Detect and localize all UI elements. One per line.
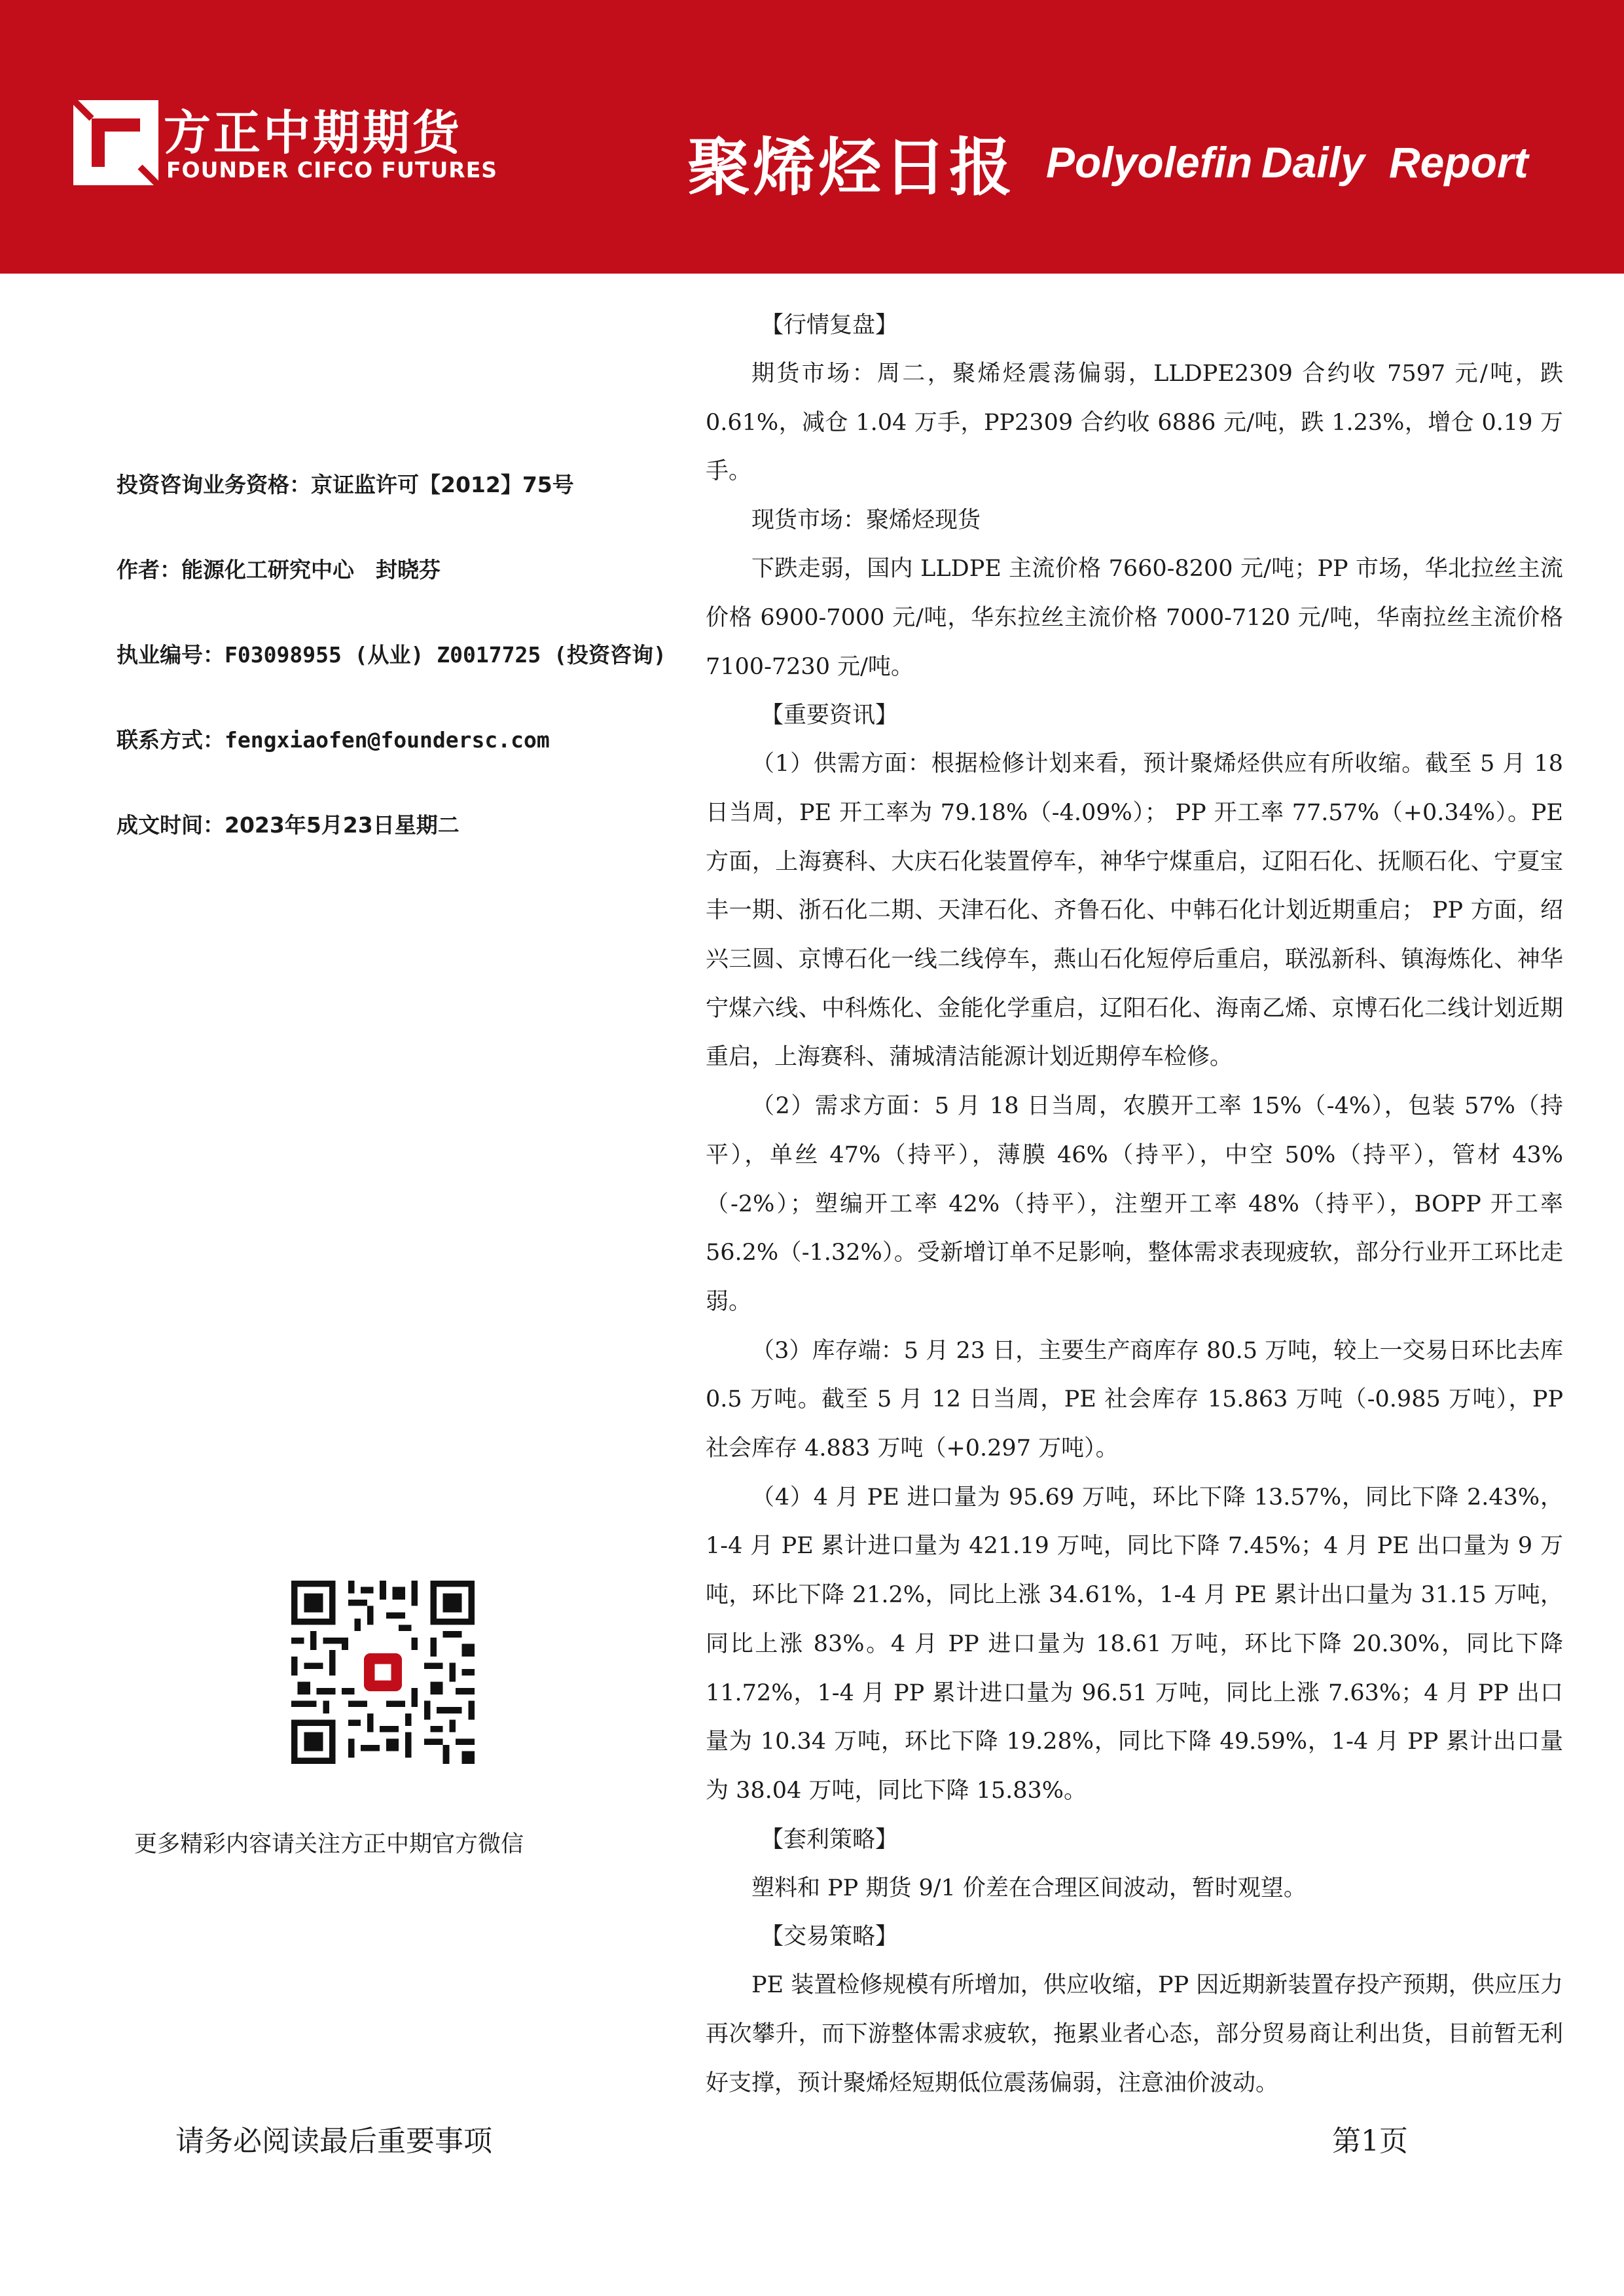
trading-title: 【交易策略】 xyxy=(761,1924,899,1950)
futures-market-paragraph: 期货市场：周二，聚烯烃震荡偏弱，LLDPE2309 合约收 7597 元/吨，跌 0.61%，减仓 1.04 万手，PP2309 合约收 6886 元/吨，跌 1.23%，增仓 0.19 万手。 xyxy=(706,361,1563,485)
contact-email[interactable]: fengxiaofen@foundersc.com xyxy=(225,727,550,753)
date-info: 成文时间：2023年5月23日星期二 xyxy=(117,812,460,838)
certificate-info xyxy=(117,638,666,669)
arbitrage-paragraph: 塑料和 PP 期货 9/1 价差在合理区间波动，暂时观望。 xyxy=(751,1874,1307,1901)
certificate-value: F03098955 (从业) Z0017725 (投资咨询) xyxy=(225,642,666,668)
footer-notice: 请务必阅读最后重要事项 xyxy=(175,2125,492,2158)
market-review-title: 【行情复盘】 xyxy=(761,312,899,338)
news-demand-paragraph: （2）需求方面：5 月 18 日当周，农膜开工率 15%（-4%），包装 57%（持平），单丝 47%（持平），薄膜 46%（持平），中空 50%（持平），管材 43%（-2%）；塑编开工率 42%（持平），注塑开工率 48%（持平），BOPP 开工率 56.2%（-1.32%）。受新增订单不足影响，整体需求表现疲软，部分行业开工环比走弱。 xyxy=(706,1093,1563,1315)
header-banner xyxy=(0,0,1624,274)
certificate-label: 执业编号： xyxy=(117,642,225,668)
news-inventory-paragraph: （3）库存端：5 月 23 日，主要生产商库存 80.5 万吨，较上一交易日环比去库 0.5 万吨。截至 5 月 12 日当周，PE 社会库存 15.863 万吨（-0.985 万吨），PP 社会库存 4.883 万吨（+0.297 万吨）。 xyxy=(706,1337,1563,1462)
wechat-qr-code-icon xyxy=(291,1581,475,1764)
report-title-en-word-1: Polyolefin xyxy=(1046,138,1253,187)
contact-info xyxy=(117,723,550,754)
contact-label: 联系方式： xyxy=(117,727,225,753)
news-title: 【重要资讯】 xyxy=(761,702,899,729)
spot-market-paragraph: 下跌走弱，国内 LLDPE 主流价格 7660-8200 元/吨；PP 市场，华北拉丝主流价格 6900-7000 元/吨，华东拉丝主流价格 7000-7120 元/吨，华南拉丝主流价格 7100-7230 元/吨。 xyxy=(706,556,1563,680)
report-title-en-word-3: Report xyxy=(1389,138,1528,187)
author-info: 作者：能源化工研究中心 封晓芬 xyxy=(117,557,441,583)
company-name-cn: 方正中期期货 xyxy=(164,105,463,160)
qr-caption: 更多精彩内容请关注方正中期官方微信 xyxy=(134,1831,524,1857)
trading-paragraph: PE 装置检修规模有所增加，供应收缩，PP 因近期新装置存投产预期，供应压力再次攀升，而下游整体需求疲软，拖累业者心态，部分贸易商让利出货，目前暂无利好支撑，预计聚烯烃短期低位震荡偏弱，注意油价波动。 xyxy=(706,1972,1563,2096)
report-title-cn: 聚烯烃日报 xyxy=(687,131,1015,204)
report-body xyxy=(706,301,1563,2108)
license-info: 投资咨询业务资格：京证监许可【2012】75号 xyxy=(117,472,574,497)
arbitrage-title: 【套利策略】 xyxy=(761,1826,899,1853)
page-number: 第1页 xyxy=(1332,2125,1408,2158)
company-logo-icon xyxy=(73,100,158,185)
news-trade-paragraph: （4）4 月 PE 进口量为 95.69 万吨，环比下降 13.57%，同比下降 2.43%，1-4 月 PE 累计进口量为 421.19 万吨，同比下降 7.45%；4 月 PE 出口量为 9 万吨，环比下降 21.2%，同比上涨 34.61%，1-4 月 PE 累计出口量为 31.15 万吨，同比上涨 83%。4 月 PP 进口量为 18.61 万吨，环比下降 20.30%，同比下降 11.72%，1-4 月 PP 累计进口量为 96.51 万吨，同比上涨 7.63%；4 月 PP 出口量为 10.34 万吨，环比下降 19.28%，同比下降 49.59%，1-4 月 PP 累计出口量为 38.04 万吨，同比下降 15.83%。 xyxy=(706,1484,1563,1804)
spot-market-label: 现货市场：聚烯烃现货 xyxy=(751,507,981,534)
company-name-en: FOUNDER CIFCO FUTURES xyxy=(166,157,498,183)
report-title-en-word-2: Daily xyxy=(1261,138,1365,187)
news-supply-paragraph: （1）供需方面：根据检修计划来看，预计聚烯烃供应有所收缩。截至 5 月 18 日当周，PE 开工率为 79.18%（-4.09%）； PP 开工率 77.57%（+0.34%）。PE 方面，上海赛科、大庆石化装置停车，神华宁煤重启，辽阳石化、抚顺石化、宁夏宝丰一期、浙石化二期、天津石化、齐鲁石化、中韩石化计划近期重启； PP 方面，绍兴三圆、京博石化一线二线停车，燕山石化短停后重启，联泓新科、镇海炼化、神华宁煤六线、中科炼化、金能化学重启，辽阳石化、海南乙烯、京博石化二线计划近期重启，上海赛科、蒲城清洁能源计划近期停车检修。 xyxy=(706,751,1563,1071)
